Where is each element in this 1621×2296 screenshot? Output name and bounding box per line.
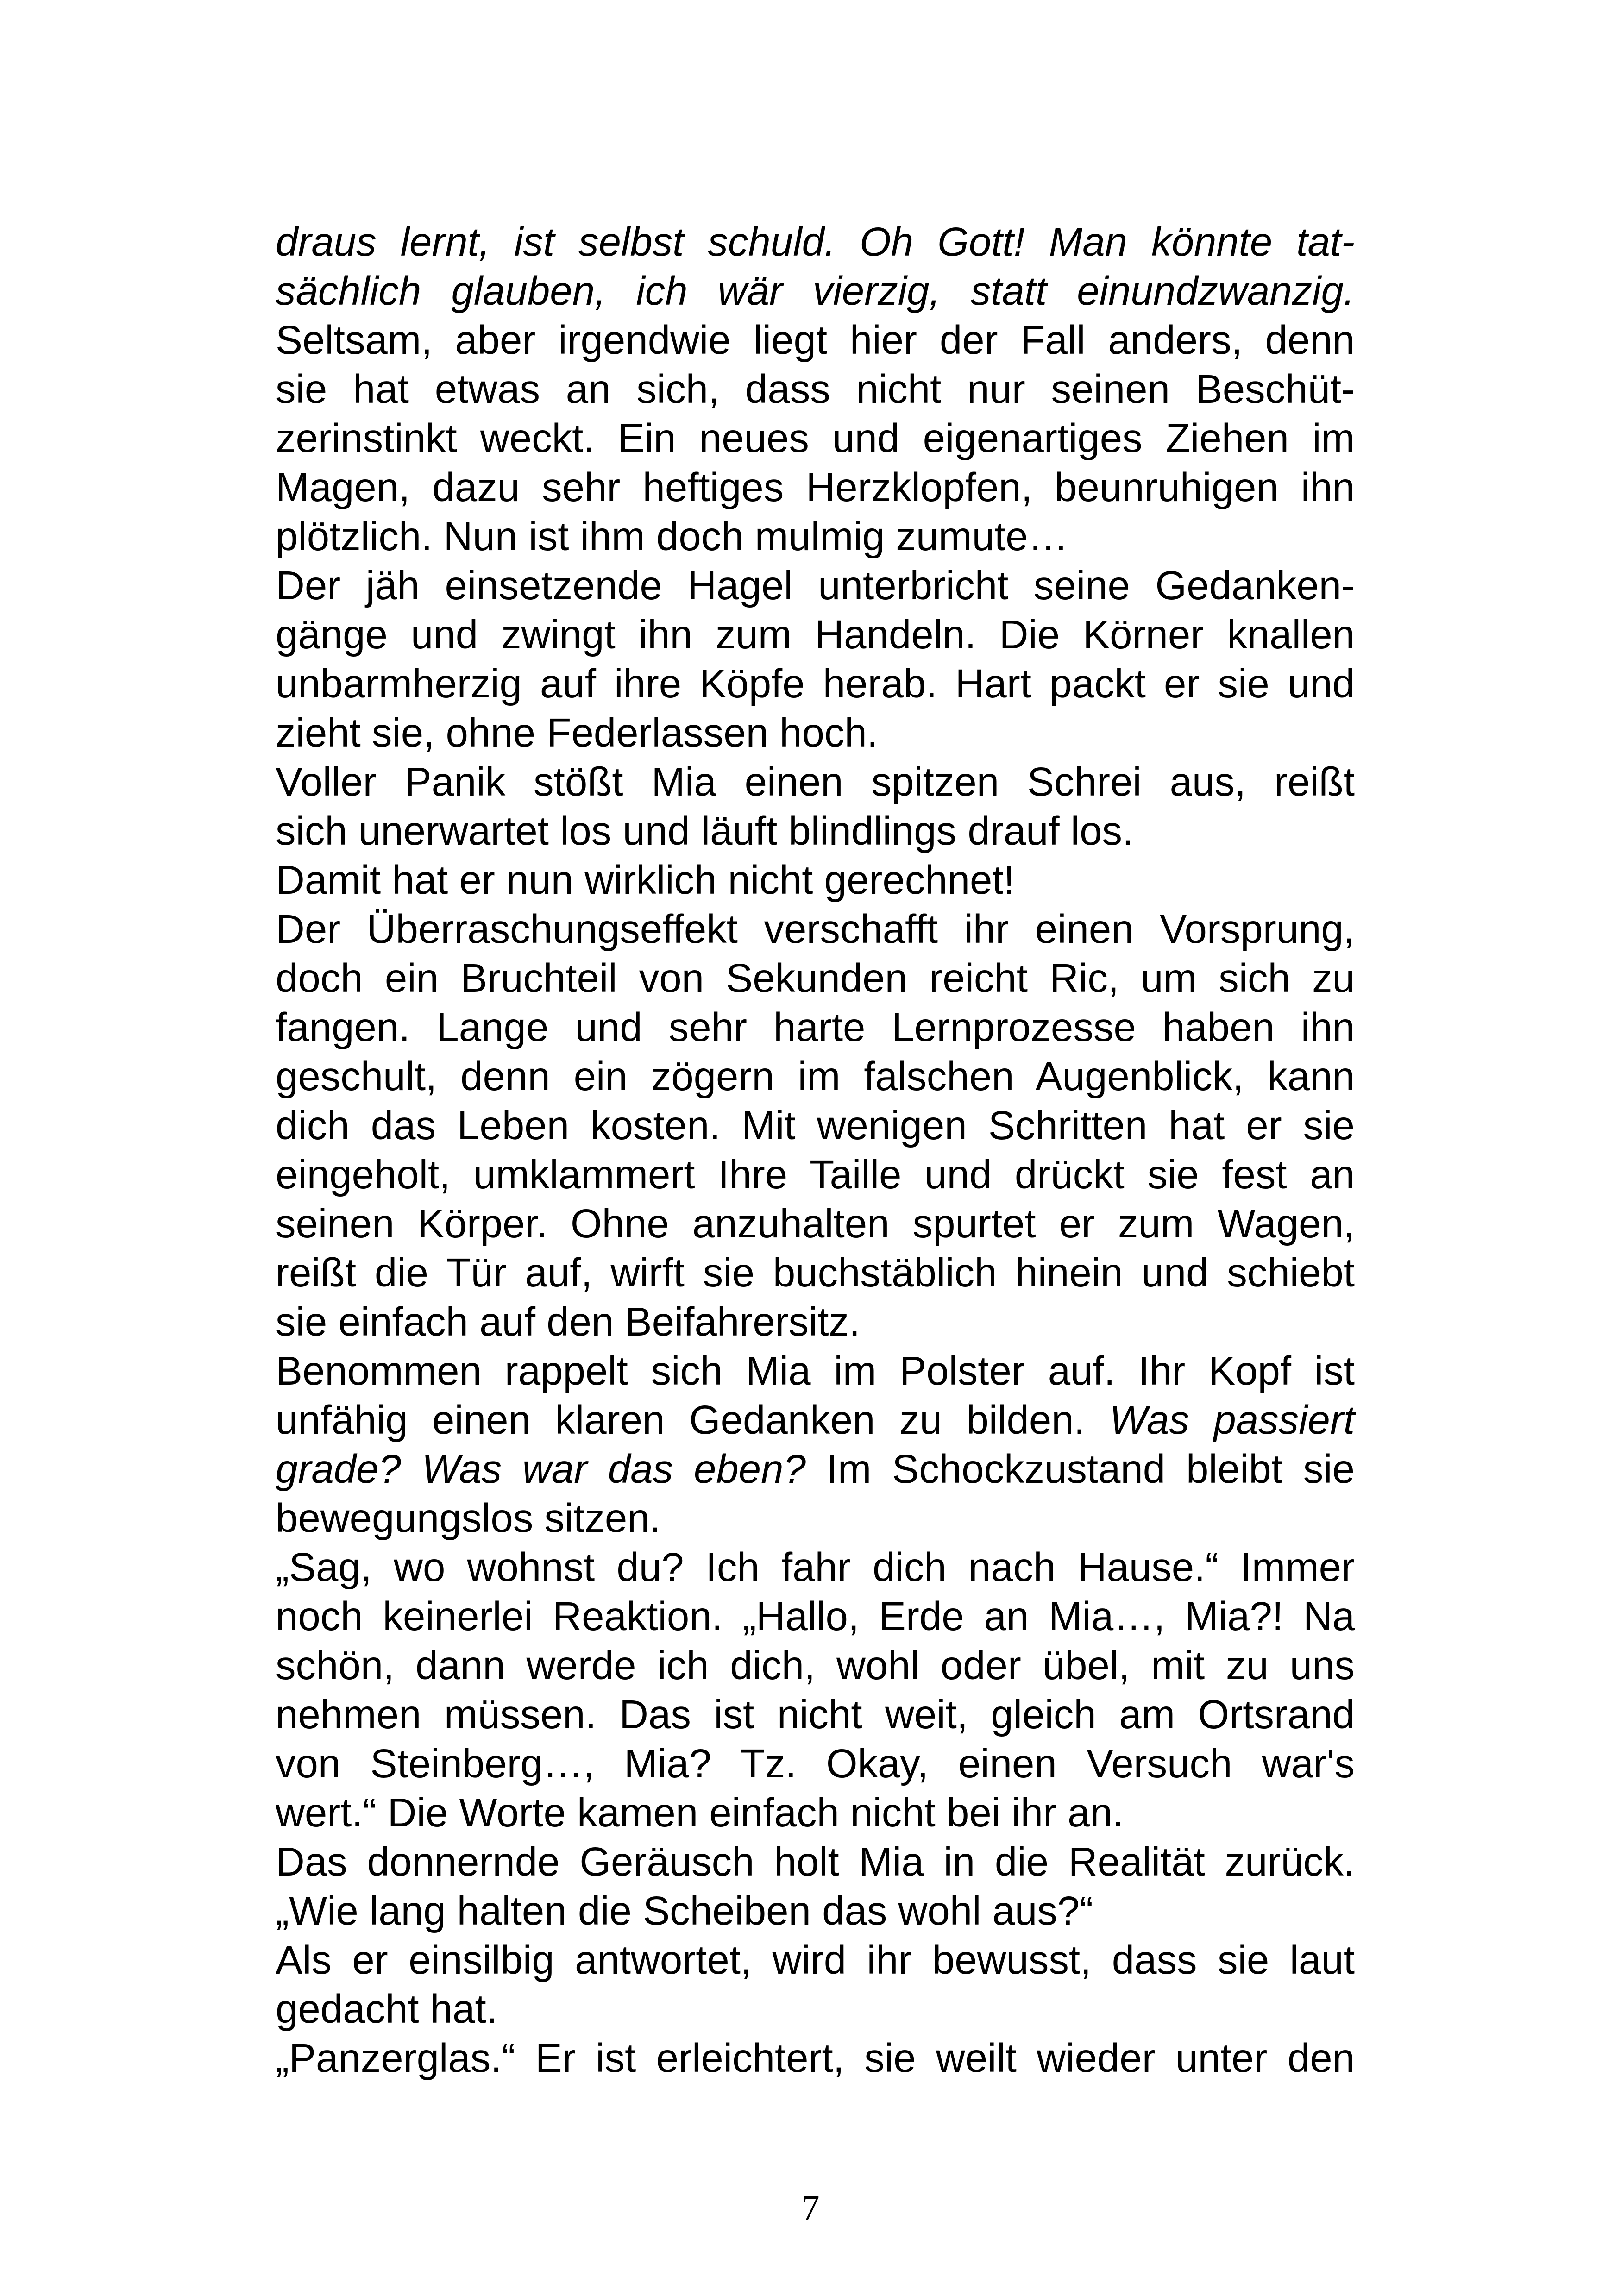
text-run: Benommen rappelt sich Mia im Polster auf. Ihr Kopf ist <box>276 1349 1355 1393</box>
text-run: „Wie lang halten die Scheiben das wohl aus?“ <box>276 1888 1093 1933</box>
text-line <box>276 267 1355 316</box>
text-run: gänge und zwingt ihn zum Handeln. Die Körner knallen <box>276 612 1355 657</box>
text-run: „Panzerglas.“ Er ist erleichtert, sie weilt wieder unter den <box>276 2036 1355 2081</box>
text-run: unfähig einen klaren Gedanken zu bilden. <box>276 1398 1110 1443</box>
text-run: sie einfach auf den Beifahrersitz. <box>276 1299 861 1344</box>
text-run: zieht sie, ohne Federlassen hoch. <box>276 710 878 755</box>
text-line <box>276 1788 1355 1838</box>
text-line <box>276 316 1355 365</box>
text-run: wert.“ Die Worte kamen einfach nicht bei ihr an. <box>276 1790 1124 1835</box>
text-line <box>276 1150 1355 1199</box>
text-line <box>276 1838 1355 1887</box>
text-run: Magen, dazu sehr heftiges Herzklopfen, beunruhigen ihn <box>276 465 1355 510</box>
text-line <box>276 1298 1355 1347</box>
text-run: bewegungslos sitzen. <box>276 1496 661 1541</box>
text-run: Im Schockzustand bleibt sie <box>805 1447 1355 1492</box>
paragraph <box>276 905 1355 1347</box>
text-run: von Steinberg…, Mia? Tz. Okay, einen Versuch war's <box>276 1741 1355 1786</box>
text-run: sie hat etwas an sich, dass nicht nur seinen Beschüt- <box>276 367 1355 412</box>
italic-text: Was passiert <box>1109 1398 1355 1443</box>
text-line <box>276 659 1355 709</box>
text-line <box>276 1101 1355 1150</box>
text-run: dich das Leben kosten. Mit wenigen Schritten hat er sie <box>276 1103 1355 1148</box>
text-run: Seltsam, aber irgendwie liegt hier der Fall anders, denn <box>276 318 1355 363</box>
text-line <box>276 1052 1355 1101</box>
text-line <box>276 610 1355 659</box>
text-line <box>276 1003 1355 1052</box>
text-run: geschult, denn ein zögern im falschen Augenblick, kann <box>276 1054 1355 1099</box>
text-run: schön, dann werde ich dich, wohl oder übel, mit zu uns <box>276 1643 1355 1688</box>
text-line <box>276 1543 1355 1592</box>
text-run: plötzlich. Nun ist ihm doch mulmig zumute… <box>276 514 1068 559</box>
text-line <box>276 807 1355 856</box>
text-line <box>276 1641 1355 1690</box>
text-line <box>276 512 1355 561</box>
text-line <box>276 1494 1355 1543</box>
paragraph <box>276 2034 1355 2083</box>
text-line <box>276 954 1355 1003</box>
text-line <box>276 1445 1355 1494</box>
paragraph <box>276 561 1355 758</box>
text-line <box>276 414 1355 463</box>
text-run: Damit hat er nun wirklich nicht gerechnet! <box>276 858 1015 903</box>
text-line <box>276 905 1355 954</box>
paragraph <box>276 1543 1355 1838</box>
paragraph <box>276 1936 1355 2034</box>
text-line <box>276 1199 1355 1248</box>
text-line <box>276 1690 1355 1739</box>
text-line <box>276 365 1355 414</box>
text-run: Der jäh einsetzende Hagel unterbricht seine Gedanken- <box>276 563 1355 608</box>
text-line <box>276 1936 1355 1985</box>
text-run: seinen Körper. Ohne anzuhalten spurtet er zum Wagen, <box>276 1201 1355 1246</box>
italic-text: sächlich glauben, ich wär vierzig, statt einundzwanzig. <box>276 269 1355 314</box>
text-run: Der Überraschungseffekt verschafft ihr einen Vorsprung, <box>276 907 1355 952</box>
text-run: eingeholt, umklammert Ihre Taille und drückt sie fest an <box>276 1152 1355 1197</box>
text-run: noch keinerlei Reaktion. „Hallo, Erde an Mia…, Mia?! Na <box>276 1594 1355 1639</box>
text-line <box>276 758 1355 807</box>
text-run: Als er einsilbig antwortet, wird ihr bewusst, dass sie laut <box>276 1938 1355 1982</box>
text-run: nehmen müssen. Das ist nicht weit, gleich am Ortsrand <box>276 1692 1355 1737</box>
body-text <box>276 218 1355 2083</box>
text-line <box>276 1347 1355 1396</box>
text-run: gedacht hat. <box>276 1987 497 2032</box>
text-run: doch ein Bruchteil von Sekunden reicht Ric, um sich zu <box>276 956 1355 1001</box>
text-run: fangen. Lange und sehr harte Lernprozesse haben ihn <box>276 1005 1355 1050</box>
page-number: 7 <box>801 2188 820 2228</box>
italic-text: draus lernt, ist selbst schuld. Oh Gott! Man könnte tat- <box>276 220 1355 264</box>
text-run: zerinstinkt weckt. Ein neues und eigenartiges Ziehen im <box>276 416 1355 461</box>
paragraph <box>276 758 1355 856</box>
text-line <box>276 463 1355 512</box>
text-line <box>276 1248 1355 1298</box>
paragraph <box>276 856 1355 905</box>
text-line <box>276 1887 1355 1936</box>
text-line <box>276 709 1355 758</box>
text-line <box>276 1985 1355 2034</box>
paragraph <box>276 218 1355 561</box>
paragraph <box>276 1838 1355 1936</box>
text-line <box>276 856 1355 905</box>
text-run: sich unerwartet los und läuft blindlings drauf los. <box>276 809 1134 853</box>
text-line <box>276 1396 1355 1445</box>
text-run: „Sag, wo wohnst du? Ich fahr dich nach Hause.“ Immer <box>276 1545 1355 1590</box>
text-line <box>276 1739 1355 1788</box>
italic-text: grade? Was war das eben? <box>276 1447 806 1492</box>
text-run: Voller Panik stößt Mia einen spitzen Schrei aus, reißt <box>276 759 1355 804</box>
text-line <box>276 1592 1355 1641</box>
text-line <box>276 218 1355 267</box>
text-run: reißt die Tür auf, wirft sie buchstäblich hinein und schiebt <box>276 1250 1355 1295</box>
text-line <box>276 2034 1355 2083</box>
text-run: unbarmherzig auf ihre Köpfe herab. Hart packt er sie und <box>276 661 1355 706</box>
text-run: Das donnernde Geräusch holt Mia in die Realität zurück. <box>276 1839 1355 1884</box>
text-line <box>276 561 1355 610</box>
paragraph <box>276 1347 1355 1543</box>
